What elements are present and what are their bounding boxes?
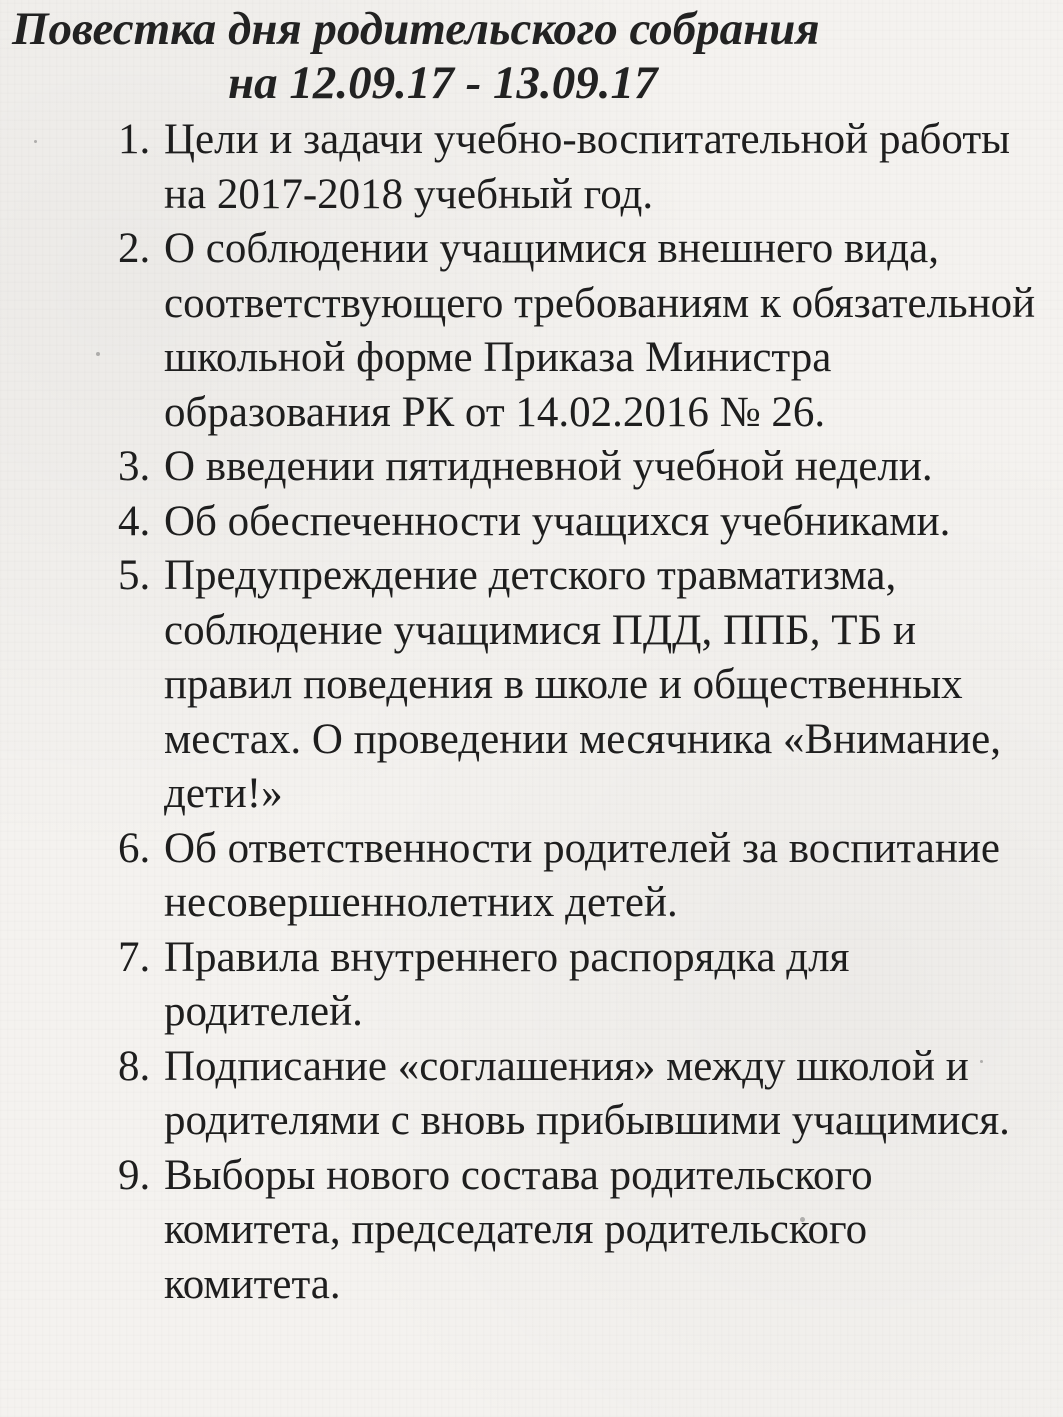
scan-speck	[800, 1217, 805, 1222]
agenda-item-text: Цели и задачи учебно-воспитательной работы на 2017-2018 учебный год.	[164, 116, 1011, 218]
agenda-item-7	[118, 931, 1053, 1040]
agenda-item-2	[118, 222, 1053, 440]
scan-speck	[96, 352, 100, 356]
agenda-item-1	[118, 113, 1053, 222]
scan-speck	[980, 1060, 983, 1063]
agenda-item-number: 2.	[118, 225, 151, 272]
agenda-item-5	[118, 549, 1053, 822]
agenda-item-3	[118, 440, 1053, 495]
agenda-item-9	[118, 1149, 1053, 1313]
agenda-item-text: Предупреждение детского травматизма, соблюдение учащимися ПДД, ППБ, ТБ и правил поведения в школе и общественных местах. О проведении месячника «Внимание, дети!»	[164, 552, 1002, 817]
agenda-list	[118, 113, 1053, 1312]
agenda-item-number: 1.	[118, 116, 151, 163]
page-title	[12, 2, 1052, 110]
agenda-item-text: Подписание «соглашения» между школой и родителями с вновь прибывшими учащимися.	[164, 1042, 1010, 1144]
title-line-2: на 12.09.17 - 13.09.17	[228, 57, 658, 109]
agenda-item-text: Об обеспеченности учащихся учебниками.	[164, 497, 951, 545]
agenda-item-number: 4.	[118, 497, 151, 545]
agenda-item-text: Правила внутреннего распорядка для родителей.	[164, 933, 850, 1035]
agenda-item-6	[118, 822, 1053, 931]
agenda-item-4	[118, 495, 1053, 550]
agenda-item-text: Выборы нового состава родительского комитета, председателя родительского комитета.	[164, 1151, 873, 1308]
agenda-item-number: 5.	[118, 552, 151, 599]
agenda-item-number: 7.	[118, 933, 151, 981]
agenda-item-text: О соблюдении учащимися внешнего вида, соответствующего требованиям к обязательной школьной форме Приказа Министра образования РК от 14.02.2016 № 26.	[164, 225, 1036, 436]
agenda-item-number: 9.	[118, 1151, 151, 1199]
agenda-item-text: Об ответственности родителей за воспитание несовершеннолетних детей.	[164, 824, 1000, 926]
title-line-1: Повестка дня родительского собрания	[12, 3, 820, 55]
agenda-item-number: 8.	[118, 1042, 151, 1090]
agenda-item-8	[118, 1040, 1053, 1149]
scan-speck	[34, 140, 37, 143]
agenda-item-number: 6.	[118, 824, 151, 872]
agenda-item-number: 3.	[118, 443, 151, 490]
agenda-item-text: О введении пятидневной учебной недели.	[164, 443, 933, 490]
